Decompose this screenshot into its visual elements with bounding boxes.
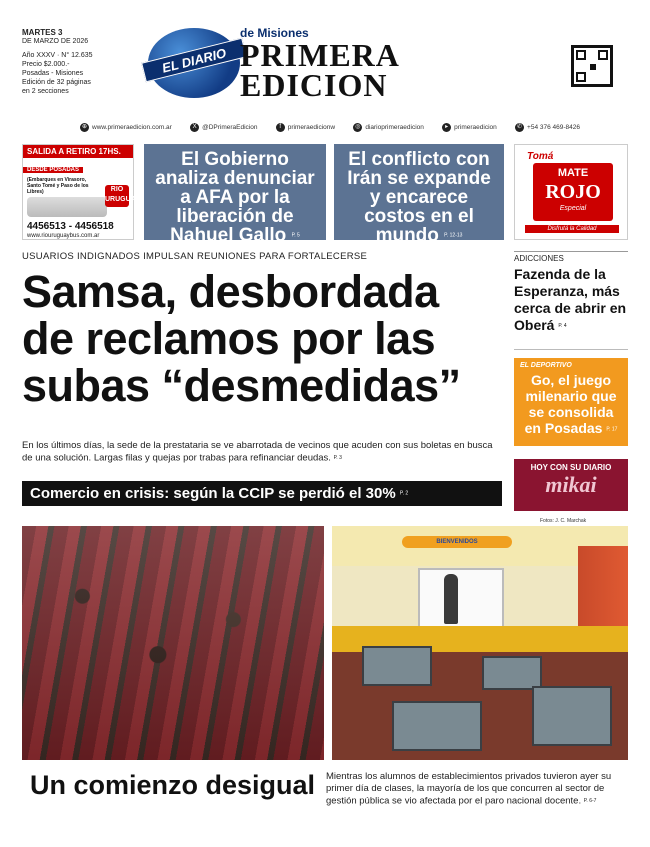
secondary-headline[interactable] (22, 481, 502, 506)
lead-lede-page: P. 3 (333, 455, 342, 461)
ad-web: www.riouruguaybus.com.ar (27, 233, 100, 239)
teaser-afa[interactable] (144, 144, 326, 246)
mate-brand-1: MATE (557, 167, 589, 179)
right-headline[interactable] (514, 266, 628, 335)
facebook-icon: f (276, 123, 285, 132)
teaser-iran-page: P. 12-13 (444, 232, 463, 239)
classroom-banner: BIENVENIDOS (402, 536, 512, 548)
students-photo (22, 526, 324, 760)
mate-toma: Tomá (527, 151, 554, 162)
secondary-headline-text: Comercio en crisis: según la CCIP se perdió el 30% (30, 485, 396, 502)
whiteboard (418, 568, 504, 628)
lead-lede (22, 440, 504, 465)
ad-from: DESDE POSADAS (23, 167, 83, 173)
bottom-headline[interactable]: Un comienzo desigual (30, 770, 316, 800)
edition-sections: en 2 secciones (22, 88, 69, 95)
sports-headline (520, 372, 622, 437)
ad-departure: SALIDA A RETIRO 17HS. (23, 145, 133, 158)
social-whatsapp[interactable] (515, 123, 580, 132)
logo-line-2: EDICION (240, 67, 388, 103)
bus-image (27, 197, 107, 217)
edition-pages: Edición de 32 páginas (22, 79, 91, 86)
social-whatsapp-label: +54 376 469-8426 (527, 123, 580, 131)
social-youtube-label: primeraedicion (454, 123, 497, 131)
sports-headline-page: P. 17 (606, 426, 618, 433)
right-kicker: ADICCIONES (514, 251, 628, 263)
youtube-icon: ▸ (442, 123, 451, 132)
issue-number: Año XXXV · N° 12.635 (22, 52, 93, 59)
mate-brand-3: Especial (559, 205, 587, 212)
teaser-iran[interactable] (334, 144, 504, 246)
ad-details: (Embarques en Virasoro, Santo Tomé y Paso de los Libres) (27, 177, 89, 195)
x-icon: X (190, 123, 199, 132)
date-block (22, 28, 142, 96)
teaser-iran-title: El conflicto con Irán se expande y encarece costos en el mundo (347, 149, 491, 246)
ad-logo: RIO URUGUAY (105, 185, 129, 207)
social-x[interactable] (190, 123, 257, 132)
mikai-ad[interactable] (514, 459, 628, 511)
lead-headline[interactable]: Samsa, desbordada de reclamos por las subas “desmedidas” (22, 266, 461, 411)
teaser-afa-title: El Gobierno analiza denunciar a AFA por la liberación de Nahuel Gallo (155, 149, 315, 246)
social-instagram[interactable] (353, 123, 424, 132)
sports-teaser[interactable] (514, 358, 628, 446)
mate-brand-2: ROJO (545, 181, 601, 203)
social-bar (80, 120, 580, 134)
social-facebook-label: primeraedicionw (287, 123, 336, 131)
right-headline-text: Fazenda de la Esperanza, más cerca de abrir en Oberá (514, 266, 627, 333)
social-instagram-label: diarioprimeraedicion (365, 123, 424, 131)
social-web[interactable] (80, 123, 172, 132)
bottom-text-body: Mientras los alumnos de establecimientos privados tuvieron ayer su primer día de clases, la mayoría de los que concurren al sector de gestión pública se vio afectada por el paro nacional docente. (326, 771, 612, 807)
instagram-icon: ◎ (355, 123, 361, 130)
rio-uruguay-ad[interactable] (22, 144, 140, 240)
newspaper-logo[interactable] (148, 24, 508, 102)
logo-ribbon: EL DIARIO (141, 38, 247, 83)
bottom-text (326, 771, 628, 808)
lead-lede-text: En los últimos días, la sede de la prestataria se ve abarrotada de vecinos que acuden con sus boletas en busca de una solución. Largas filas y quejas por trabas para refinanciar deudas. (22, 440, 493, 464)
secondary-headline-page: P. 2 (399, 490, 409, 497)
whatsapp-icon: ✆ (517, 123, 523, 130)
social-facebook[interactable] (276, 123, 335, 132)
sports-kicker: EL DEPORTIVO (520, 362, 572, 369)
issue-date: DE MARZO DE 2026 (22, 38, 89, 45)
edition-place: Posadas - Misiones (22, 70, 84, 77)
photo-credit: Fotos: J. C. Marchak (540, 518, 587, 524)
right-headline-page: P. 4 (558, 322, 567, 329)
logo-subtitle: de Misiones (240, 26, 309, 40)
teacher-figure (444, 574, 458, 624)
divider (514, 349, 628, 350)
mikai-kicker: HOY CON SU DIARIO (530, 463, 612, 472)
teaser-afa-page: P. 5 (291, 232, 300, 239)
issue-day: MARTES 3 (22, 28, 63, 37)
mate-tagline: Disfrutá la Calidad (525, 225, 619, 233)
logo-line-1: PRIMERA (240, 37, 400, 73)
social-youtube[interactable] (442, 123, 497, 132)
globe-icon: ⊕ (81, 123, 88, 130)
issue-price: Precio $2.000.- (22, 61, 70, 68)
mikai-brand: mikai (545, 472, 597, 497)
bottom-text-page: P. 6-7 (583, 798, 597, 804)
qr-code-icon (571, 45, 613, 87)
lead-kicker: USUARIOS INDIGNADOS IMPULSAN REUNIONES PARA FORTALECERSE (22, 251, 368, 262)
social-web-label: www.primeraedicion.com.ar (92, 123, 172, 131)
classroom-photo (332, 526, 628, 760)
ad-phone: 4456513 - 4456518 (27, 221, 114, 232)
social-x-label: @DPrimeraEdicion (202, 123, 258, 131)
sports-headline-text: Go, el juego milenario que se consolida en Posadas (524, 372, 617, 436)
mate-rojo-ad[interactable] (514, 144, 628, 240)
